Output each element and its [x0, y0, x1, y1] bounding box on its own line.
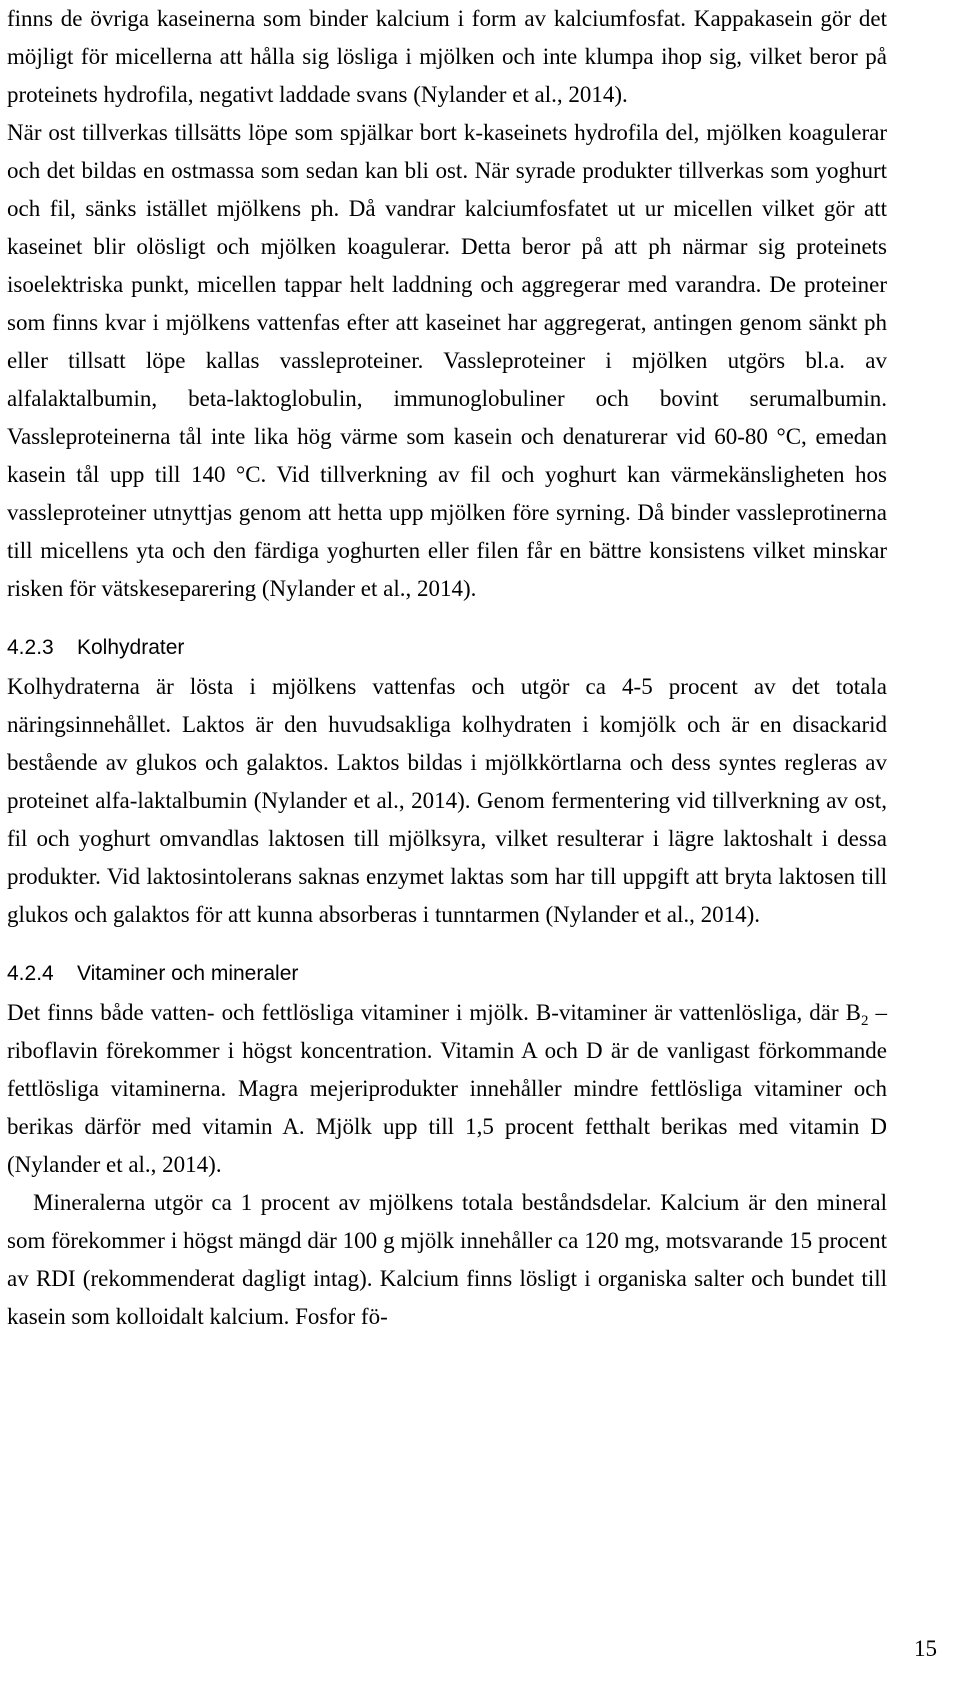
paragraph-vitamins	[7, 994, 887, 1184]
section-number: 4.2.3	[7, 636, 54, 659]
section-title: Vitaminer och mineraler	[77, 962, 299, 985]
document-page	[7, 0, 887, 1336]
paragraph-minerals: Mineralerna utgör ca 1 procent av mjölkens totala beståndsdelar. Kalcium är den mineral som förekommer i högst mängd där 100 g mjölk innehåller ca 120 mg, motsvarande 15 procent av RDI (rekommenderat dagligt intag). Kalcium finns lösligt i organiska salter och bundet till kasein som kolloidalt kalcium. Fosfor fö-	[7, 1190, 887, 1329]
section-heading-kolhydrater	[7, 634, 887, 662]
subscript-two: 2	[860, 1013, 869, 1029]
vitamins-text-end: – riboflavin förekommer i högst koncentration. Vitamin A och D är de vanligast förkommande fettlösliga vitaminerna. Magra mejeriprodukter innehåller mindre fettlösliga vitaminer och berikas därför med vitamin A. Mjölk upp till 1,5 procent fetthalt berikas med vitamin D (Nylander et al., 2014).	[7, 1000, 887, 1177]
vitamins-text-start: Det finns både vatten- och fettlösliga vitaminer i mjölk. B-vitaminer är vattenlösliga, där B	[7, 1000, 861, 1025]
paragraph-carbohydrates: Kolhydraterna är lösta i mjölkens vattenfas och utgör ca 4-5 procent av det totala näringsinnehållet. Laktos är den huvudsakliga kolhydraten i komjölk och är en disackarid bestående av glukos och galaktos. Laktos bildas i mjölkkörtlarna och dess syntes regleras av proteinet alfa-laktalbumin (Nylander et al., 2014). Genom fermentering vid tillverkning av ost, fil och yoghurt omvandlas laktosen till mjölksyra, vilket resulterar i lägre laktoshalt i dessa produkter. Vid laktosintolerans saknas enzymet laktas som har till uppgift att bryta laktosen till glukos och galaktos för att kunna absorberas i tunntarmen (Nylander et al., 2014).	[7, 674, 887, 927]
paragraph-coagulation-whey: När ost tillverkas tillsätts löpe som spjälkar bort k-kaseinets hydrofila del, mjölken koagulerar och det bildas en ostmassa som sedan kan bli ost. När syrade produkter tillverkas som yoghurt och fil, sänks istället mjölkens ph. Då vandrar kalciumfosfatet ut ur micellen vilket gör att kaseinet blir olösligt och mjölken koagulerar. Detta beror på att ph närmar sig proteinets isoelektriska punkt, micellen tappar helt laddning och aggregerar med varandra. De proteiner som finns kvar i mjölkens vattenfas efter att kaseinet har aggregerat, antingen genom sänkt ph eller tillsatt löpe kallas vassleproteiner. Vassleproteiner i mjölken utgörs bl.a. av alfalaktalbumin, beta-laktoglobulin, immunoglobuliner och bovint serumalbumin. Vassleproteinerna tål inte lika hög värme som kasein och denaturerar vid 60-80 °C, emedan kasein tål upp till 140 °C. Vid tillverkning av fil och yoghurt kan värmekänsligheten hos vassleproteiner utnyttjas genom att hetta upp mjölken före syrning. Då binder vassleprotinerna till micellens yta och den färdiga yoghurten eller filen får en bättre konsistens vilket minskar risken för vätskeseparering (Nylander et al., 2014).	[7, 120, 887, 601]
section-number: 4.2.4	[7, 962, 54, 985]
section-title: Kolhydrater	[77, 636, 185, 659]
section-heading-vitaminer	[7, 960, 887, 988]
page-number: 15	[914, 1636, 937, 1661]
paragraph-casein-micelles: finns de övriga kaseinerna som binder kalcium i form av kalciumfosfat. Kappakasein gör det möjligt för micellerna att hålla sig lösliga i mjölken och inte klumpa ihop sig, vilket beror på proteinets hydrofila, negativt laddade svans (Nylander et al., 2014).	[7, 6, 887, 107]
